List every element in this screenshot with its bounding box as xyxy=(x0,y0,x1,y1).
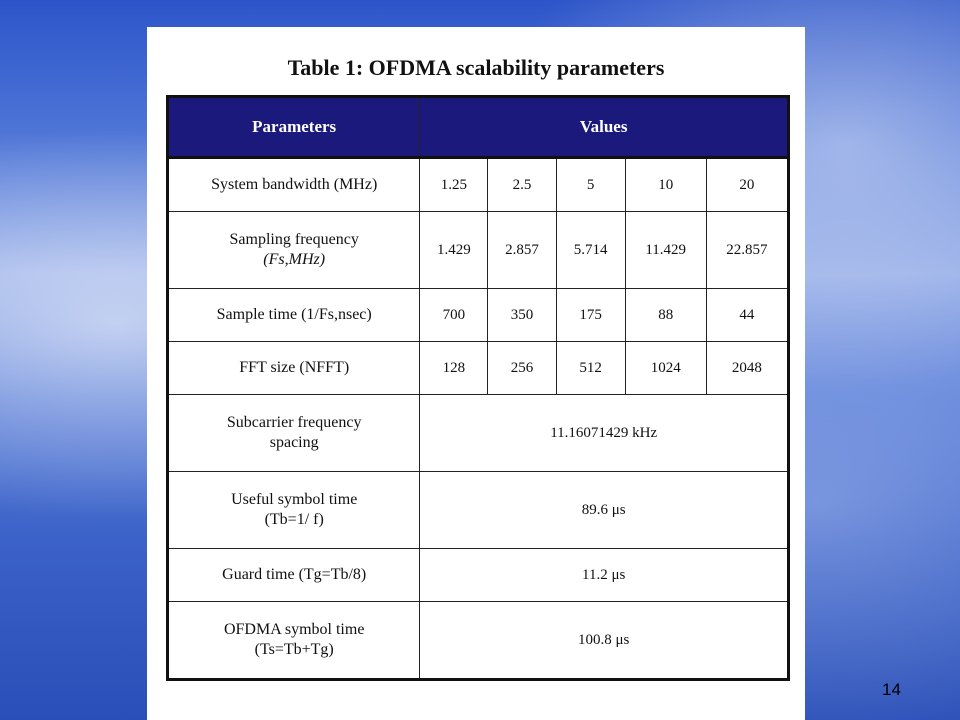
value-cell: 20 xyxy=(706,158,788,212)
value-cell-merged: 11.2 μs xyxy=(420,549,789,602)
header-values: Values xyxy=(420,97,789,158)
table-row xyxy=(168,212,789,289)
header-parameters: Parameters xyxy=(168,97,420,158)
value-cell-merged: 11.16071429 kHz xyxy=(420,395,789,472)
value-cell: 350 xyxy=(488,289,556,342)
value-cell: 1024 xyxy=(625,342,706,395)
value-cell: 2048 xyxy=(706,342,788,395)
value-cell: 1.25 xyxy=(420,158,488,212)
slide-content-panel xyxy=(147,27,805,720)
table-title: Table 1: OFDMA scalability parameters xyxy=(287,55,665,80)
param-label-text: System bandwidth (MHz) xyxy=(211,176,378,193)
ofdma-parameters-table xyxy=(166,95,790,681)
table-row xyxy=(168,158,789,212)
table-row xyxy=(168,289,789,342)
param-label-line1: Subcarrier frequency xyxy=(226,414,362,431)
param-label-line1: Useful symbol time xyxy=(231,491,358,508)
value-cell: 2.857 xyxy=(488,212,556,289)
param-label-line1: OFDMA symbol time xyxy=(223,621,365,638)
value-cell: 700 xyxy=(420,289,488,342)
value-cell: 128 xyxy=(420,342,488,395)
table-row xyxy=(168,602,789,680)
param-label-line2: (Ts=Tb+Tg) xyxy=(254,641,334,658)
value-cell: 44 xyxy=(706,289,788,342)
table-row xyxy=(168,342,789,395)
param-label: Guard time (Tg=Tb/8) xyxy=(168,549,420,602)
param-label xyxy=(168,602,420,680)
param-label: Sample time (1/Fs,nsec) xyxy=(168,289,420,342)
value-cell: 88 xyxy=(625,289,706,342)
param-label xyxy=(168,212,420,289)
value-cell: 5 xyxy=(556,158,625,212)
value-cell: 5.714 xyxy=(556,212,625,289)
table-row xyxy=(168,549,789,602)
table-row xyxy=(168,395,789,472)
slide-number: 14 xyxy=(882,680,901,699)
param-label xyxy=(168,472,420,549)
param-label xyxy=(168,395,420,472)
value-cell: 11.429 xyxy=(625,212,706,289)
param-label xyxy=(168,158,420,212)
value-cell: 175 xyxy=(556,289,625,342)
value-cell: 2.5 xyxy=(488,158,556,212)
param-label-line2: (Fs,MHz) xyxy=(263,251,326,268)
value-cell: 10 xyxy=(625,158,706,212)
param-label-line2: spacing xyxy=(269,434,319,451)
value-cell-merged: 89.6 μs xyxy=(420,472,789,549)
value-cell: 512 xyxy=(556,342,625,395)
param-label-line1: Sampling frequency xyxy=(229,231,359,248)
param-label-line2: (Tb=1/ f) xyxy=(264,511,324,528)
table-row xyxy=(168,472,789,549)
param-label: FFT size (NFFT) xyxy=(168,342,420,395)
value-cell: 256 xyxy=(488,342,556,395)
value-cell: 1.429 xyxy=(420,212,488,289)
table-header-row xyxy=(168,97,789,158)
value-cell-merged: 100.8 μs xyxy=(420,602,789,680)
value-cell: 22.857 xyxy=(706,212,788,289)
